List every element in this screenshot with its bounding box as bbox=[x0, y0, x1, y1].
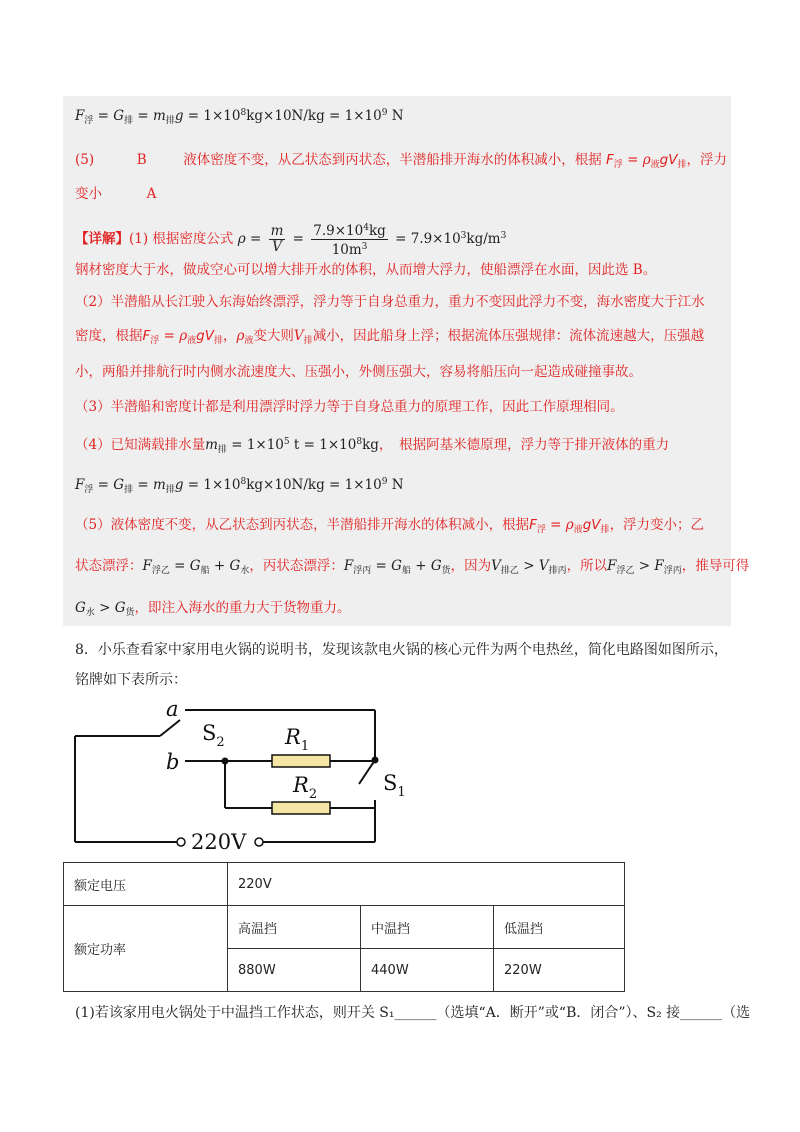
switch-s2-blade bbox=[160, 720, 180, 736]
detail-2b: 密度，根据$F_浮 = \rho_液gV_排$，$\rho_液$变大则$V_排$减小，因此船身上浮；根据流体压强规律：流体流速越大，压强越 bbox=[75, 328, 705, 346]
value-high: 880W bbox=[228, 949, 361, 992]
header-low: 低温挡 bbox=[494, 906, 625, 949]
rated-power-label: 额定功率 bbox=[64, 906, 228, 992]
sub-question-1: (1)若该家用电火锅处于中温挡工作状态，则开关 S₁______（选填“A．断开”或“B．闭合”）、S₂ 接______（选 bbox=[75, 1005, 751, 1021]
resistor-r2 bbox=[272, 802, 330, 814]
header-high: 高温挡 bbox=[228, 906, 361, 949]
rated-voltage-label: 额定电压 bbox=[64, 863, 228, 906]
header-mid: 中温挡 bbox=[361, 906, 494, 949]
question-stem-2: 铭牌如下表所示： bbox=[75, 672, 187, 688]
detail-4: （4）已知满载排水量$m_排 = 1\times 10^5$ $t = 1\times 10^8kg$， 根据阿基米德原理，浮力等于排开液体的重力 bbox=[75, 437, 670, 455]
label-r1: $R_1$ bbox=[285, 725, 310, 754]
switch-s1-blade bbox=[359, 760, 375, 784]
answer-5: (5) B 液体密度不变，从乙状态到丙状态，半潜船排开海水的体积减小，根据 $F_浮 = \rho_液gV_排$，浮力 bbox=[75, 152, 727, 170]
answer-explanation-panel bbox=[63, 96, 731, 626]
circuit-diagram bbox=[60, 694, 406, 854]
detail-5b: 状态漂浮：$F_{浮乙} = G_船 + G_水$，丙状态漂浮：$F_{浮丙} = G_船 + G_货$，因为$V_{排乙} > V_{排丙}$，所以$F_{浮乙} > F_{浮丙}$，推导可得 bbox=[75, 558, 750, 576]
label-r2: $R_2$ bbox=[293, 773, 318, 802]
answer-line-buoyancy: $F_浮 = G_排 = m_排g = 1\times 10^8kg\times 10N/kg = 1\times 10^9$ N bbox=[75, 108, 404, 126]
detail-steel: 钢材密度大于水，做成空心可以增大排开水的体积，从而增大浮力，使船漂浮在水面，因此选 B。 bbox=[75, 262, 657, 278]
detail-4-buoyancy: $F_浮 = G_排 = m_排g = 1\times 10^8kg\times 10N/kg = 1\times 10^9$ N bbox=[75, 477, 404, 495]
label-voltage: 220V bbox=[191, 830, 247, 854]
detail-5a: （5）液体密度不变，从乙状态到丙状态，半潜船排开海水的体积减小，根据$F_浮 = \rho_液gV_排$，浮力变小；乙 bbox=[75, 517, 705, 535]
label-s1: $S_1$ bbox=[383, 771, 406, 800]
label-b: b bbox=[166, 750, 180, 774]
value-low: 220W bbox=[494, 949, 625, 992]
resistor-r1 bbox=[272, 755, 330, 767]
detail-2a: （2）半潜船从长江驶入东海始终漂浮，浮力等于自身总重力，重力不变因此浮力不变，海水密度大于江水 bbox=[75, 294, 705, 310]
value-mid: 440W bbox=[361, 949, 494, 992]
label-s2: $S_2$ bbox=[202, 721, 225, 750]
question-stem-1: 8．小乐查看家中家用电火锅的说明书，发现该款电火锅的核心元件为两个电热丝，简化电路图如图所示， bbox=[75, 642, 728, 658]
detail-5c: $G_水 > G_货$，即注入海水的重力大于货物重力。 bbox=[75, 600, 351, 618]
answer-5-cont: 变小 A bbox=[75, 186, 157, 202]
detail-tag: 【详解】 bbox=[75, 231, 129, 247]
detail-2c: 小，两船并排航行时内侧水流速度大、压强小，外侧压强大，容易将船压向一起造成碰撞事故。 bbox=[75, 364, 642, 380]
detail-3: （3）半潜船和密度计都是利用漂浮时浮力等于自身总重力的原理工作，因此工作原理相同。 bbox=[75, 399, 624, 415]
detail-1: 【详解】(1) 根据密度公式 ρ = $\frac{m}{V}$ = $\frac{7.9\times 10^4kg}{10m^3}$ = $7.9\times 10^3kg/m^3$ bbox=[75, 223, 507, 258]
spec-table bbox=[63, 862, 625, 992]
label-a: a bbox=[166, 697, 179, 721]
rated-voltage-value: 220V bbox=[228, 863, 625, 906]
terminal-left bbox=[177, 838, 185, 846]
terminal-right bbox=[255, 838, 263, 846]
